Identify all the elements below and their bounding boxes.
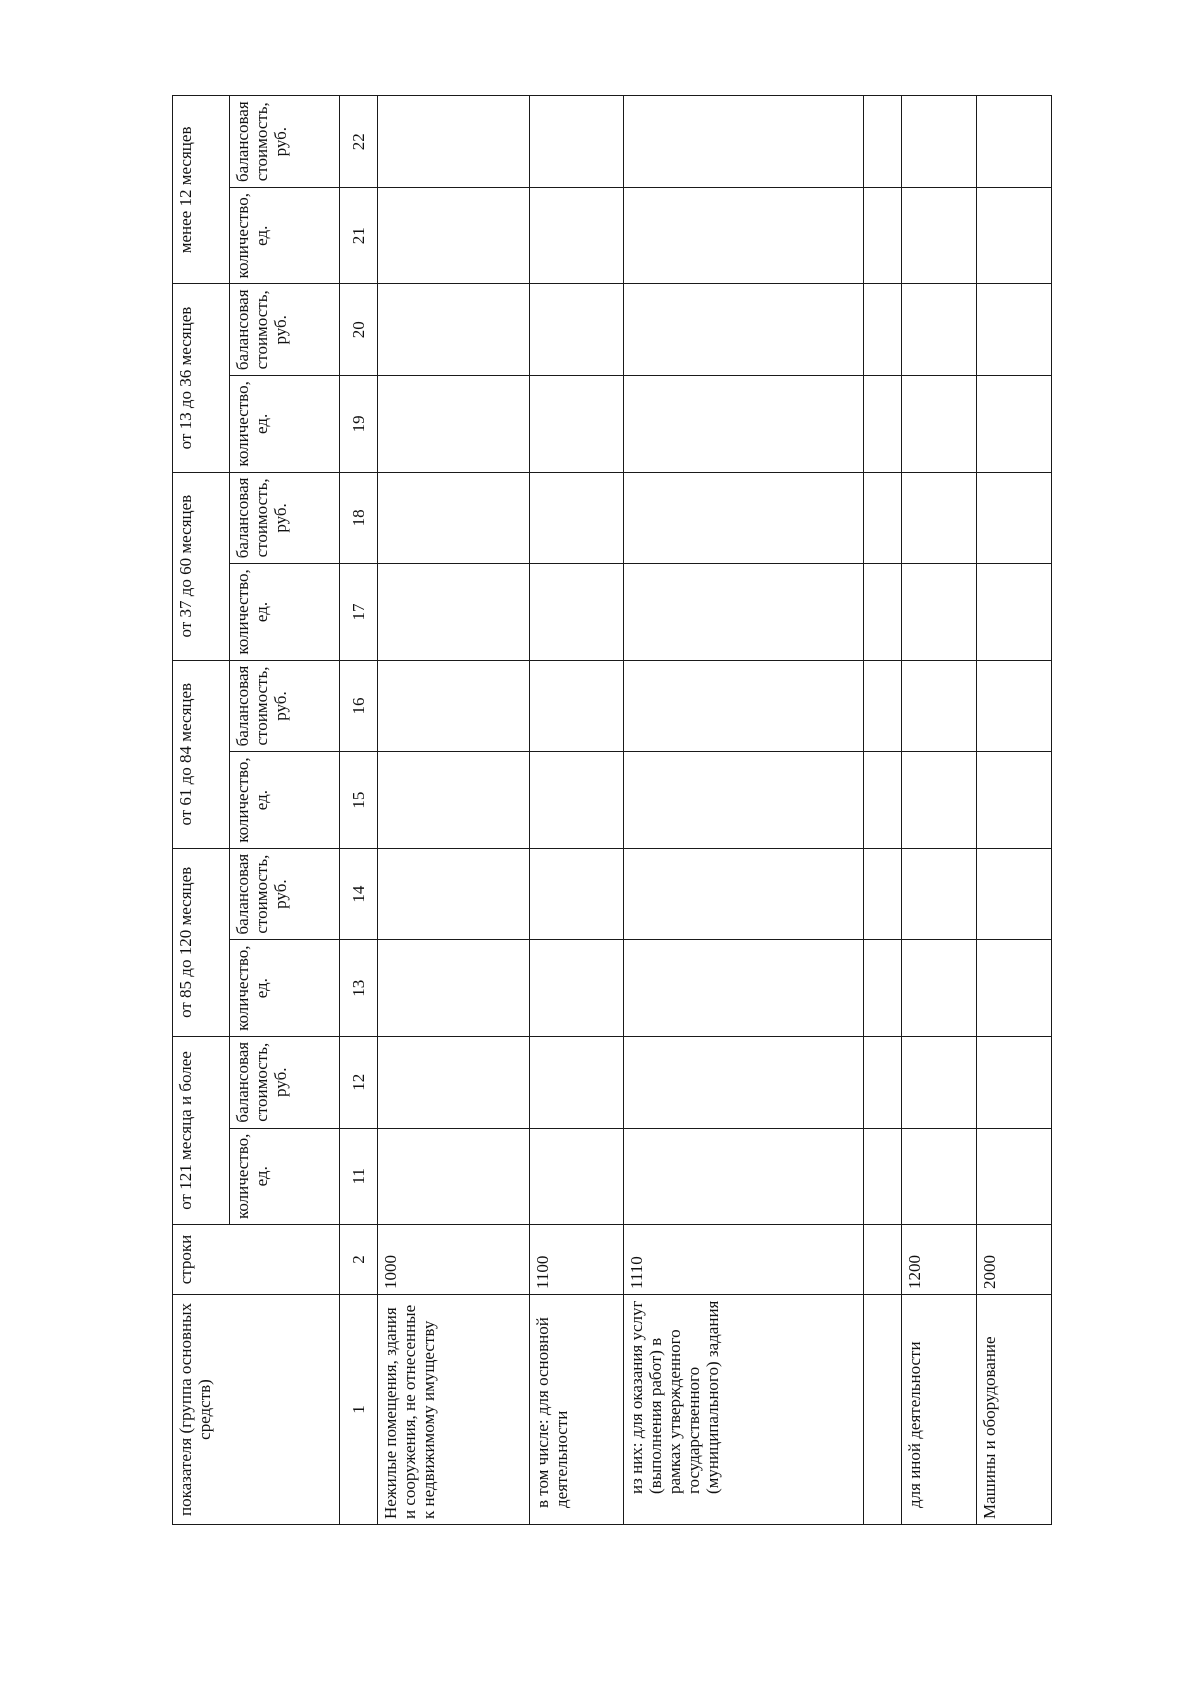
sub-qty: количество, ед. — [230, 376, 340, 472]
row-label: Нежилые помещения, здания и сооружения, не отнесенные к недвижимому имуществу — [378, 1295, 530, 1525]
fixed-assets-age-table — [172, 95, 1052, 1525]
data-cell — [378, 660, 530, 752]
data-cell — [530, 848, 624, 940]
sub-qty: количество, ед. — [230, 188, 340, 284]
sub-value: балансовая стоимость, руб. — [230, 284, 340, 376]
sub-qty: количество, ед. — [230, 752, 340, 848]
column-number: 16 — [340, 660, 378, 752]
data-cell — [864, 1036, 902, 1128]
data-cell — [530, 472, 624, 564]
data-cell — [902, 1128, 977, 1224]
data-cell — [624, 1128, 864, 1224]
sub-value: балансовая стоимость, руб. — [230, 1036, 340, 1128]
data-cell — [530, 940, 624, 1036]
row-code: 1200 — [902, 1225, 977, 1295]
data-cell — [378, 284, 530, 376]
sub-value: балансовая стоимость, руб. — [230, 96, 340, 188]
sub-value: балансовая стоимость, руб. — [230, 660, 340, 752]
data-cell — [902, 660, 977, 752]
header-row-groups — [173, 96, 230, 1525]
sub-qty: количество, ед. — [230, 564, 340, 660]
data-cell — [864, 940, 902, 1036]
column-number: 2 — [340, 1225, 378, 1295]
data-cell — [864, 96, 902, 188]
data-cell — [624, 660, 864, 752]
header-group-under-12: менее 12 месяцев — [173, 96, 230, 284]
data-cell — [530, 564, 624, 660]
data-cell — [624, 940, 864, 1036]
document-table-wrapper — [172, 95, 1052, 1525]
column-number: 12 — [340, 1036, 378, 1128]
data-cell — [530, 752, 624, 848]
data-cell — [378, 564, 530, 660]
data-cell — [977, 1128, 1052, 1224]
row-code — [864, 1225, 902, 1295]
data-cell — [902, 752, 977, 848]
data-cell — [902, 284, 977, 376]
column-number: 22 — [340, 96, 378, 188]
data-cell — [624, 376, 864, 472]
row-code: 1100 — [530, 1225, 624, 1295]
data-cell — [378, 472, 530, 564]
data-cell — [864, 848, 902, 940]
header-indicator: показателя (группа основных средств) — [173, 1295, 340, 1525]
data-cell — [378, 940, 530, 1036]
data-cell — [624, 564, 864, 660]
header-group-85-120: от 85 до 120 месяцев — [173, 848, 230, 1036]
data-cell — [864, 1128, 902, 1224]
data-cell — [530, 96, 624, 188]
column-number: 21 — [340, 188, 378, 284]
header-group-13-36: от 13 до 36 месяцев — [173, 284, 230, 472]
data-cell — [624, 472, 864, 564]
data-cell — [530, 660, 624, 752]
sub-qty: количество, ед. — [230, 940, 340, 1036]
column-number: 18 — [340, 472, 378, 564]
row-label: Машины и оборудование — [977, 1295, 1052, 1525]
data-cell — [378, 188, 530, 284]
column-number: 14 — [340, 848, 378, 940]
data-cell — [977, 472, 1052, 564]
header-row-code: строки — [173, 1225, 340, 1295]
row-code: 1110 — [624, 1225, 864, 1295]
column-number: 17 — [340, 564, 378, 660]
row-code: 2000 — [977, 1225, 1052, 1295]
data-cell — [864, 376, 902, 472]
data-cell — [530, 1036, 624, 1128]
sub-qty: количество, ед. — [230, 1128, 340, 1224]
data-cell — [864, 660, 902, 752]
data-cell — [530, 1128, 624, 1224]
table-row — [902, 96, 977, 1525]
row-label — [864, 1295, 902, 1525]
column-number: 20 — [340, 284, 378, 376]
data-cell — [902, 940, 977, 1036]
row-code: 1000 — [378, 1225, 530, 1295]
sub-value: балансовая стоимость, руб. — [230, 848, 340, 940]
table-row — [864, 96, 902, 1525]
data-cell — [977, 564, 1052, 660]
data-cell — [977, 848, 1052, 940]
table-row — [378, 96, 530, 1525]
data-cell — [902, 848, 977, 940]
data-cell — [530, 188, 624, 284]
data-cell — [864, 188, 902, 284]
data-cell — [624, 848, 864, 940]
data-cell — [902, 188, 977, 284]
data-cell — [864, 564, 902, 660]
data-cell — [977, 752, 1052, 848]
column-number: 15 — [340, 752, 378, 848]
data-cell — [378, 1036, 530, 1128]
sub-value: балансовая стоимость, руб. — [230, 472, 340, 564]
column-number: 13 — [340, 940, 378, 1036]
data-cell — [864, 752, 902, 848]
row-label: в том числе: для основной деятельности — [530, 1295, 624, 1525]
data-cell — [902, 1036, 977, 1128]
column-number: 1 — [340, 1295, 378, 1525]
data-cell — [378, 752, 530, 848]
row-label: из них: для оказания услуг (выполнения работ) в рамках утвержденного государственного (муниципального) задания — [624, 1295, 864, 1525]
table-row — [977, 96, 1052, 1525]
data-cell — [624, 96, 864, 188]
data-cell — [977, 940, 1052, 1036]
row-label: для иной деятельности — [902, 1295, 977, 1525]
data-cell — [977, 376, 1052, 472]
data-cell — [624, 188, 864, 284]
data-cell — [977, 1036, 1052, 1128]
data-cell — [378, 96, 530, 188]
data-cell — [902, 96, 977, 188]
data-cell — [977, 188, 1052, 284]
data-cell — [902, 376, 977, 472]
data-cell — [378, 848, 530, 940]
data-cell — [977, 284, 1052, 376]
column-numbers-row — [340, 96, 378, 1525]
data-cell — [864, 284, 902, 376]
header-group-37-60: от 37 до 60 месяцев — [173, 472, 230, 660]
column-number: 11 — [340, 1128, 378, 1224]
data-cell — [530, 376, 624, 472]
column-number: 19 — [340, 376, 378, 472]
data-cell — [378, 376, 530, 472]
data-cell — [530, 284, 624, 376]
data-cell — [977, 660, 1052, 752]
data-cell — [624, 752, 864, 848]
data-cell — [977, 96, 1052, 188]
data-cell — [902, 472, 977, 564]
header-group-61-84: от 61 до 84 месяцев — [173, 660, 230, 848]
data-cell — [624, 284, 864, 376]
header-group-121plus: от 121 месяца и более — [173, 1036, 230, 1224]
table-row — [624, 96, 864, 1525]
data-cell — [624, 1036, 864, 1128]
data-cell — [864, 472, 902, 564]
data-cell — [378, 1128, 530, 1224]
table-row — [530, 96, 624, 1525]
data-cell — [902, 564, 977, 660]
